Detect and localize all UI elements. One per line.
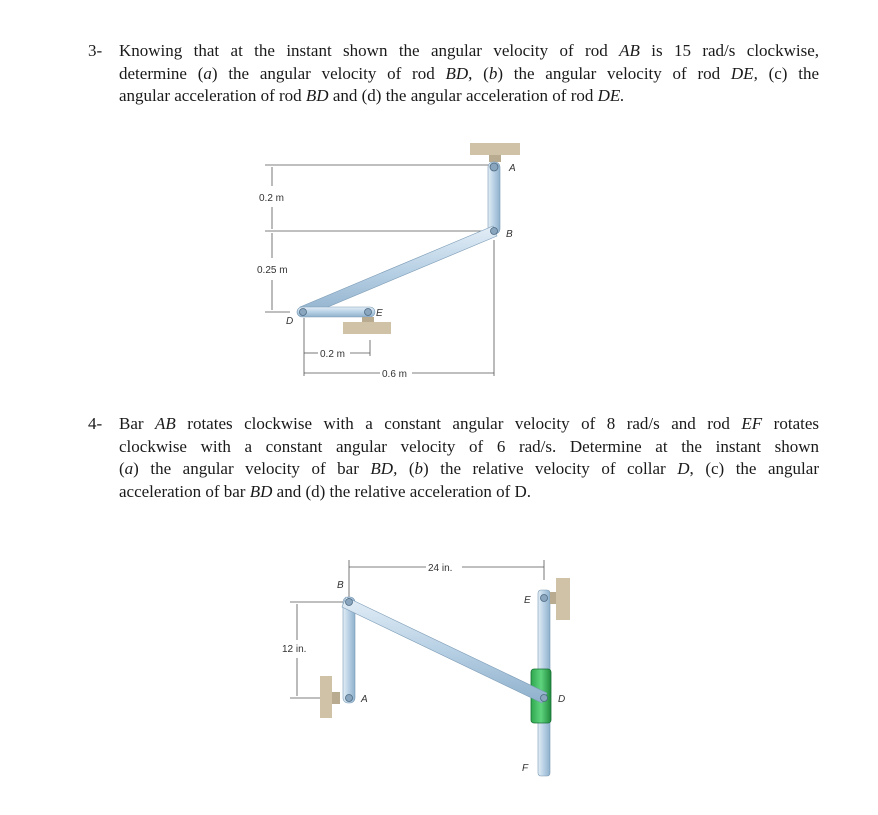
pin-b4 xyxy=(346,599,353,606)
text-segment: AB xyxy=(155,414,176,433)
pin-d xyxy=(300,309,307,316)
text-segment: determine ( xyxy=(119,63,204,83)
text-segment: Bar xyxy=(119,414,156,433)
pin-e xyxy=(365,309,372,316)
label-f4: F xyxy=(522,763,529,774)
label-a4: A xyxy=(361,694,368,705)
pin-d4 xyxy=(541,695,548,702)
text-segment: a xyxy=(124,459,134,478)
support-a xyxy=(470,143,520,155)
text-segment: AB xyxy=(619,41,640,60)
label-e: E xyxy=(376,308,383,319)
dim-label-0-25m: 0.25 m xyxy=(257,265,288,276)
text-segment: ) the relative velocity of collar xyxy=(423,459,678,478)
text-segment: BD xyxy=(305,86,329,105)
text-segment: clockwise with a constant angular velocity of 6 rad/s. Determine at the instant shown xyxy=(119,436,819,456)
problem-4-number: 4- xyxy=(88,414,103,433)
text-segment: D xyxy=(677,459,690,478)
figure-3 xyxy=(257,143,520,380)
support-e xyxy=(343,322,391,334)
pin-e4 xyxy=(541,595,548,602)
pin-a4 xyxy=(346,695,353,702)
text-segment: ) the angular velocity of bar xyxy=(133,459,371,478)
rod-de xyxy=(297,307,375,317)
text-segment: b xyxy=(488,63,498,83)
label-a: A xyxy=(509,163,516,174)
text-segment: ( xyxy=(397,459,415,478)
problem-3-number: 3- xyxy=(88,41,103,60)
text-segment: EF xyxy=(741,414,763,433)
text-segment: rotates xyxy=(762,414,819,433)
pin-a xyxy=(490,163,498,171)
rod-ab xyxy=(488,162,500,234)
bar-ab xyxy=(343,597,355,703)
text-segment: and (d) the relative acceleration of D. xyxy=(272,481,532,501)
label-b: B xyxy=(506,229,513,240)
text-segment: Knowing that at the instant shown the angular velocity of rod xyxy=(119,41,620,60)
label-e4: E xyxy=(524,595,531,606)
text-segment: a xyxy=(203,63,212,83)
text-segment: and (d) the angular acceleration of rod xyxy=(328,86,598,105)
text-segment: is 15 rad/s clockwise, xyxy=(639,41,820,60)
support-e4 xyxy=(556,578,570,620)
dim-label-0-2m: 0.2 m xyxy=(259,193,285,204)
text-segment: angular acceleration of rod xyxy=(119,86,306,105)
label-d: D xyxy=(286,316,294,327)
text-segment: ) the angular velocity of rod xyxy=(497,63,731,83)
text-segment: rotates clockwise with a constant angular velocity of 8 rad/s and rod xyxy=(175,414,742,433)
pin-b xyxy=(491,228,498,235)
bar-bd xyxy=(342,597,547,703)
text-segment: b xyxy=(414,459,424,478)
label-d4: D xyxy=(558,694,566,705)
text-segment: ) the angular velocity of rod xyxy=(211,63,446,83)
dim-label-0-2m-h: 0.2 m xyxy=(320,349,346,360)
text-segment: DE, xyxy=(730,63,758,83)
text-segment: , (c) the angular xyxy=(689,459,819,478)
text-segment: BD xyxy=(445,63,469,83)
dim-label-24in: 24 in. xyxy=(428,563,453,574)
label-b4: B xyxy=(337,580,344,591)
text-segment: BD, xyxy=(370,459,398,478)
support-a4 xyxy=(320,676,332,718)
text-segment: , ( xyxy=(468,63,489,83)
text-segment: (c) the xyxy=(757,63,819,83)
rod-bd xyxy=(300,226,497,317)
text-segment: acceleration of bar xyxy=(119,481,250,501)
bracket-a4 xyxy=(332,692,340,704)
dim-label-12in: 12 in. xyxy=(282,644,307,655)
text-segment: DE. xyxy=(597,86,625,105)
figure-4 xyxy=(282,560,570,776)
text-segment: ( xyxy=(119,459,125,478)
text-segment: BD xyxy=(249,481,273,501)
dim-label-0-6m: 0.6 m xyxy=(382,369,408,380)
bracket-a xyxy=(489,155,501,162)
